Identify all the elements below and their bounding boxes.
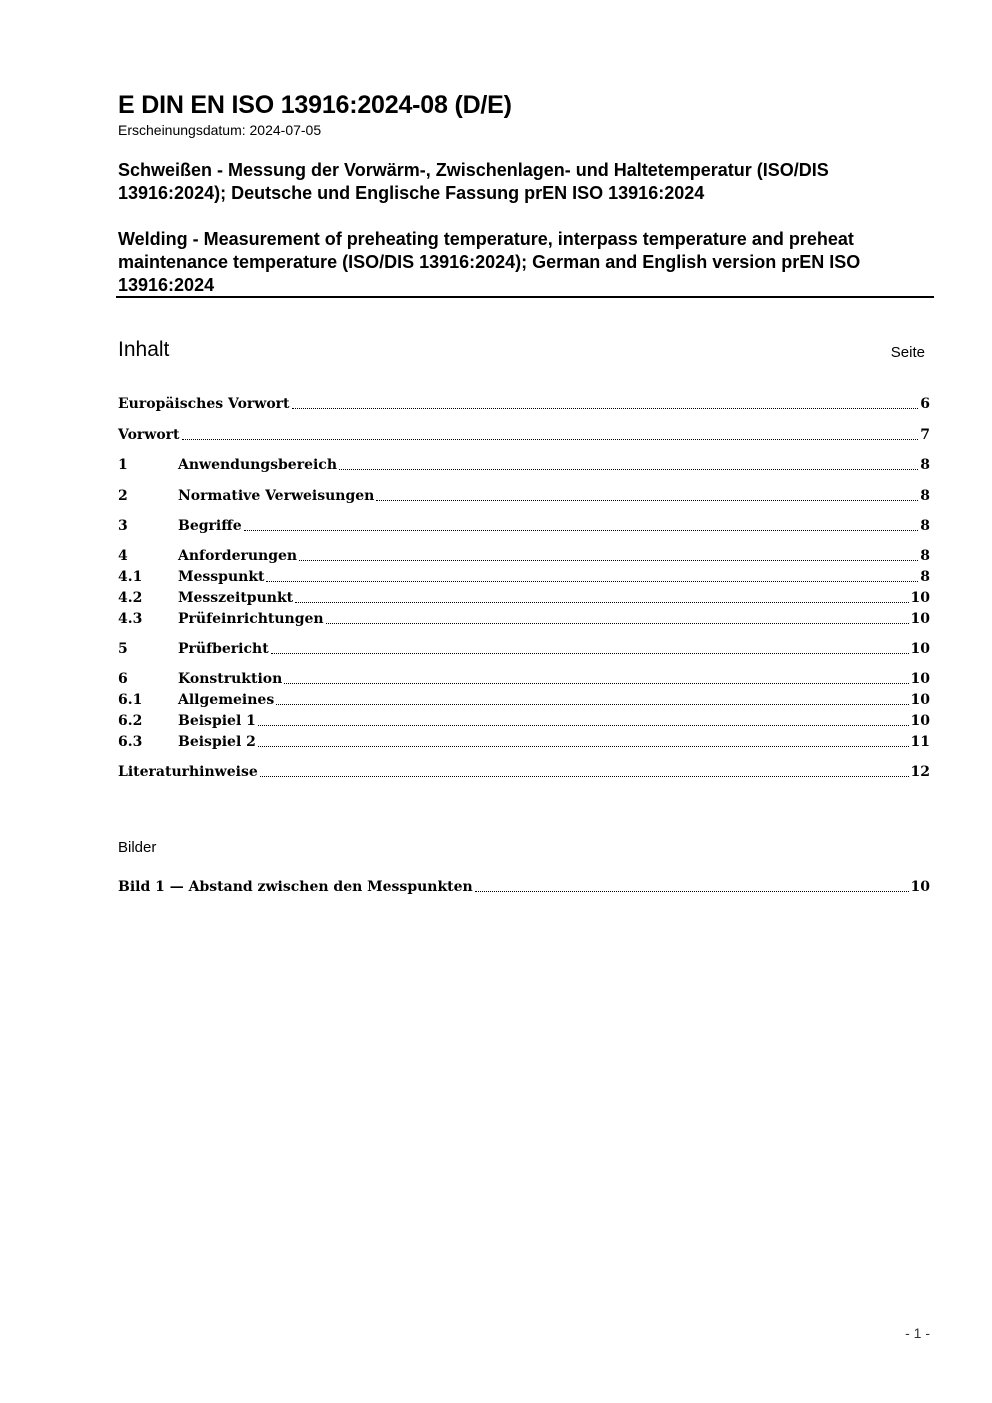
toc-entry-number: 4.2 (118, 590, 143, 606)
toc-dot-leader (292, 394, 919, 409)
toc-entry-number: 2 (118, 488, 128, 504)
title-german: Schweißen - Messung der Vorwärm-, Zwischenlagen- und Haltetemperatur (ISO/DIS 13916:2024); Deutsche und Englische Fassung prEN ISO 13916:2024 (118, 160, 829, 203)
toc-dot-leader (258, 711, 909, 726)
toc-dot-leader (258, 732, 909, 747)
toc-dot-leader (244, 516, 919, 531)
toc-entry-number: 4.1 (118, 569, 143, 585)
toc-entry-page: 7 (920, 427, 930, 443)
toc-page-column-label: Seite (890, 344, 925, 361)
toc-entry-title: Messzeitpunkt (178, 590, 294, 606)
toc-dot-leader (339, 455, 918, 470)
toc-entry-number: 4 (118, 548, 128, 564)
toc-entry-title: Beispiel 1 (178, 713, 256, 729)
toc-entry-title: Normative Verweisungen (178, 488, 375, 504)
toc-dot-leader (284, 669, 908, 684)
toc-entry[interactable] (118, 455, 930, 475)
toc-entry[interactable] (118, 732, 930, 752)
toc-entry-page: 10 (910, 879, 930, 895)
toc-dot-leader (260, 762, 909, 777)
toc-entry-title: Europäisches Vorwort (118, 396, 290, 412)
toc-entry-page: 8 (920, 518, 930, 534)
toc-entry-title: Anforderungen (178, 548, 298, 564)
toc-entry[interactable] (118, 639, 930, 659)
toc-entry[interactable] (118, 486, 930, 506)
toc-entry-title: Allgemeines (178, 692, 275, 708)
toc-entry[interactable] (118, 567, 930, 587)
header-divider (116, 296, 934, 298)
toc-entry-number: 6.1 (118, 692, 143, 708)
toc-entry-title: Begriffe (178, 518, 242, 534)
toc-entry-title: Prüfeinrichtungen (178, 611, 324, 627)
toc-entry[interactable] (118, 546, 930, 566)
toc-entry-page: 6 (920, 396, 930, 412)
toc-dot-leader (475, 877, 909, 892)
toc-entry-page: 10 (910, 671, 930, 687)
toc-entry-page: 10 (910, 713, 930, 729)
page-number: - 1 - (905, 1325, 930, 1341)
toc-entry-title: Anwendungsbereich (178, 457, 337, 473)
toc-entry[interactable] (118, 516, 930, 536)
toc-entry-number: 6.3 (118, 734, 143, 750)
toc-entry-title: Bild 1 — Abstand zwischen den Messpunkten (118, 879, 473, 895)
toc-entry-page: 10 (910, 641, 930, 657)
toc-entry-number: 4.3 (118, 611, 143, 627)
toc-entry-number: 6 (118, 671, 128, 687)
toc-dot-leader (266, 567, 918, 582)
toc-entry-title: Literaturhinweise (118, 764, 258, 780)
toc-entry[interactable] (118, 394, 930, 414)
toc-dot-leader (295, 588, 908, 603)
toc-entry-title: Konstruktion (178, 671, 283, 687)
toc-entry[interactable] (118, 690, 930, 710)
toc-heading: Inhalt (118, 338, 170, 361)
toc-entry[interactable] (118, 877, 930, 897)
toc-entry-page: 11 (910, 734, 930, 750)
toc-dot-leader (326, 609, 909, 624)
toc-entry[interactable] (118, 588, 930, 608)
toc-entry[interactable] (118, 669, 930, 689)
toc-entry-title: Prüfbericht (178, 641, 269, 657)
toc-entry-page: 10 (910, 611, 930, 627)
toc-dot-leader (299, 546, 918, 561)
toc-entry-title: Vorwort (118, 427, 180, 443)
toc-entry-title: Messpunkt (178, 569, 265, 585)
title-english: Welding - Measurement of preheating temperature, interpass temperature and preheat maintenance temperature (ISO/DIS 13916:2024); German and English version prEN ISO 13916:2024 (118, 229, 861, 295)
toc-dot-leader (276, 690, 908, 705)
toc-entry-number: 5 (118, 641, 128, 657)
toc-entry[interactable] (118, 609, 930, 629)
toc-entry[interactable] (118, 711, 930, 731)
toc-entry-page: 10 (910, 692, 930, 708)
publication-date: Erscheinungsdatum: 2024-07-05 (118, 122, 322, 138)
toc-entry-page: 8 (920, 457, 930, 473)
toc-entry[interactable] (118, 762, 930, 782)
toc-entry-number: 6.2 (118, 713, 143, 729)
toc-entry[interactable] (118, 425, 930, 445)
toc-entry-page: 12 (910, 764, 930, 780)
figures-heading: Bilder (118, 839, 157, 856)
toc-entry-page: 8 (920, 569, 930, 585)
toc-dot-leader (271, 639, 909, 654)
toc-dot-leader (182, 425, 919, 440)
toc-entry-number: 1 (118, 457, 128, 473)
toc-entry-page: 8 (920, 548, 930, 564)
toc-entry-number: 3 (118, 518, 128, 534)
document-number: E DIN EN ISO 13916:2024-08 (D/E) (118, 91, 512, 119)
toc-dot-leader (376, 486, 918, 501)
toc-entry-page: 8 (920, 488, 930, 504)
toc-entry-title: Beispiel 2 (178, 734, 256, 750)
toc-entry-page: 10 (910, 590, 930, 606)
